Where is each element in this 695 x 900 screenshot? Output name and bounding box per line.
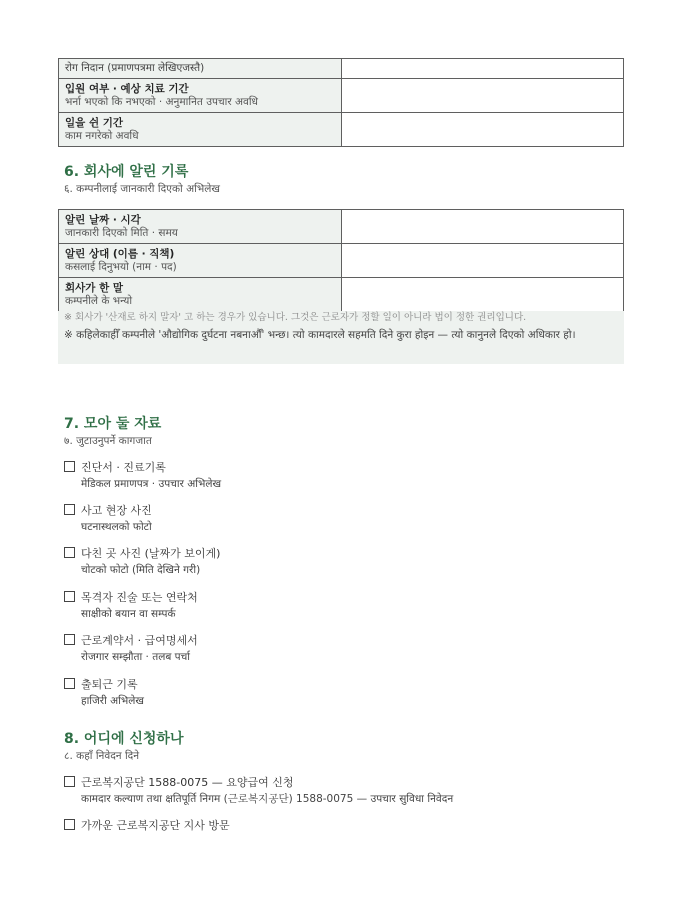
section7-title: 7. 모아 둘 자료 — [64, 416, 162, 432]
table-row — [59, 244, 624, 278]
item-ko: 가까운 근로복지공단 지사 방문 — [81, 819, 230, 832]
label-ko: 입원 여부 · 예상 치료 기간 — [65, 82, 189, 95]
label-ko: 일을 쉰 기간 — [65, 116, 124, 129]
checklist-item[interactable] — [64, 633, 198, 665]
item-ko: 사고 현장 사진 — [81, 504, 152, 517]
checkbox-icon[interactable] — [64, 678, 75, 689]
label-diagnosis: रोग निदान (प्रमाणपत्रमा लेखिएजस्तै) — [65, 62, 205, 74]
checkbox-icon[interactable] — [64, 547, 75, 558]
checklist-item[interactable] — [64, 546, 220, 578]
label-ko: 알린 날짜 · 시각 — [65, 213, 141, 226]
item-ne: रोजगार सम्झौता · तलब पर्चा — [81, 651, 191, 663]
value-cell[interactable] — [342, 113, 624, 147]
row-label — [59, 59, 342, 79]
label-ne: कसलाई दिनुभयो (नाम · पद) — [65, 260, 177, 273]
checkbox-icon[interactable] — [64, 819, 75, 830]
checkbox-icon[interactable] — [64, 461, 75, 472]
item-ko: 근로계약서 · 급여명세서 — [81, 634, 198, 647]
section7-subtitle: ७. जुटाउनुपर्ने कागजात — [64, 435, 152, 447]
medical-info-table — [58, 58, 624, 147]
item-ne: चोटको फोटो (मिति देखिने गरी) — [81, 564, 201, 576]
checklist-item[interactable] — [64, 775, 453, 807]
checklist-item[interactable] — [64, 818, 230, 834]
section6-title: 6. 회사에 알린 기록 — [64, 164, 189, 180]
note-ko: ※ 회사가 '산재로 하지 말자' 고 하는 경우가 있습니다. 그것은 근로자가 정할 일이 아니라 법이 정한 권리입니다. — [64, 312, 527, 323]
checkbox-icon[interactable] — [64, 776, 75, 787]
label-ne: काम नगरेको अवधि — [65, 129, 139, 142]
table-row — [59, 278, 624, 312]
checkbox-icon[interactable] — [64, 634, 75, 645]
item-ne: मेडिकल प्रमाणपत्र · उपचार अभिलेख — [81, 478, 222, 490]
table-row — [59, 210, 624, 244]
value-cell[interactable] — [342, 244, 624, 278]
section8-subtitle: ८. कहाँ निवेदन दिने — [64, 750, 140, 762]
checklist-item[interactable] — [64, 503, 152, 535]
label-ne: कम्पनीले के भन्यो — [65, 294, 133, 307]
checkbox-icon[interactable] — [64, 591, 75, 602]
label-ne: भर्ना भएको कि नभएको · अनुमानित उपचार अवधि — [65, 95, 258, 108]
item-ko: 목격자 진술 또는 연락처 — [81, 591, 198, 604]
item-ko: 출퇴근 기록 — [81, 678, 138, 691]
row-label — [59, 278, 342, 312]
warning-note — [58, 311, 624, 364]
checkbox-icon[interactable] — [64, 504, 75, 515]
label-ko: 회사가 한 말 — [65, 281, 124, 294]
label-ko: 알린 상대 (이름 · 직책) — [65, 247, 175, 260]
item-ne: घटनास्थलको फोटो — [81, 521, 152, 533]
checklist-item[interactable] — [64, 590, 198, 622]
table-row — [59, 113, 624, 147]
row-label — [59, 113, 342, 147]
item-ne: कामदार कल्याण तथा क्षतिपूर्ति निगम (근로복지공단) 1588-0075 — उपचार सुविधा निवेदन — [81, 793, 454, 805]
item-ko: 진단서 · 진료기록 — [81, 461, 166, 474]
value-cell[interactable] — [342, 278, 624, 312]
row-label — [59, 210, 342, 244]
company-notice-table — [58, 209, 624, 312]
item-ne: साक्षीको बयान वा सम्पर्क — [81, 608, 176, 620]
table-row — [59, 79, 624, 113]
item-ko: 다친 곳 사진 (날짜가 보이게) — [81, 547, 221, 560]
item-ne: हाजिरी अभिलेख — [81, 695, 144, 707]
section8-title: 8. 어디에 신청하나 — [64, 731, 184, 747]
note-ne: ※ कहिलेकाहीँ कम्पनीले 'औद्योगिक दुर्घटना नबनाऔँ' भन्छ। त्यो कामदारले सहमति दिने कुरा होइन — त्यो कानुनले दिएको अधिकार हो। — [64, 329, 576, 341]
table-row — [59, 59, 624, 79]
section6-subtitle: ६. कम्पनीलाई जानकारी दिएको अभिलेख — [64, 183, 220, 195]
row-label — [59, 244, 342, 278]
value-cell[interactable] — [342, 79, 624, 113]
label-ne: जानकारी दिएको मिति · समय — [65, 226, 178, 239]
checklist-item[interactable] — [64, 460, 221, 492]
row-label — [59, 79, 342, 113]
checklist-item[interactable] — [64, 677, 144, 709]
item-ko: 근로복지공단 1588-0075 — 요양급여 신청 — [81, 776, 294, 789]
value-cell[interactable] — [342, 210, 624, 244]
value-cell[interactable] — [342, 59, 624, 79]
